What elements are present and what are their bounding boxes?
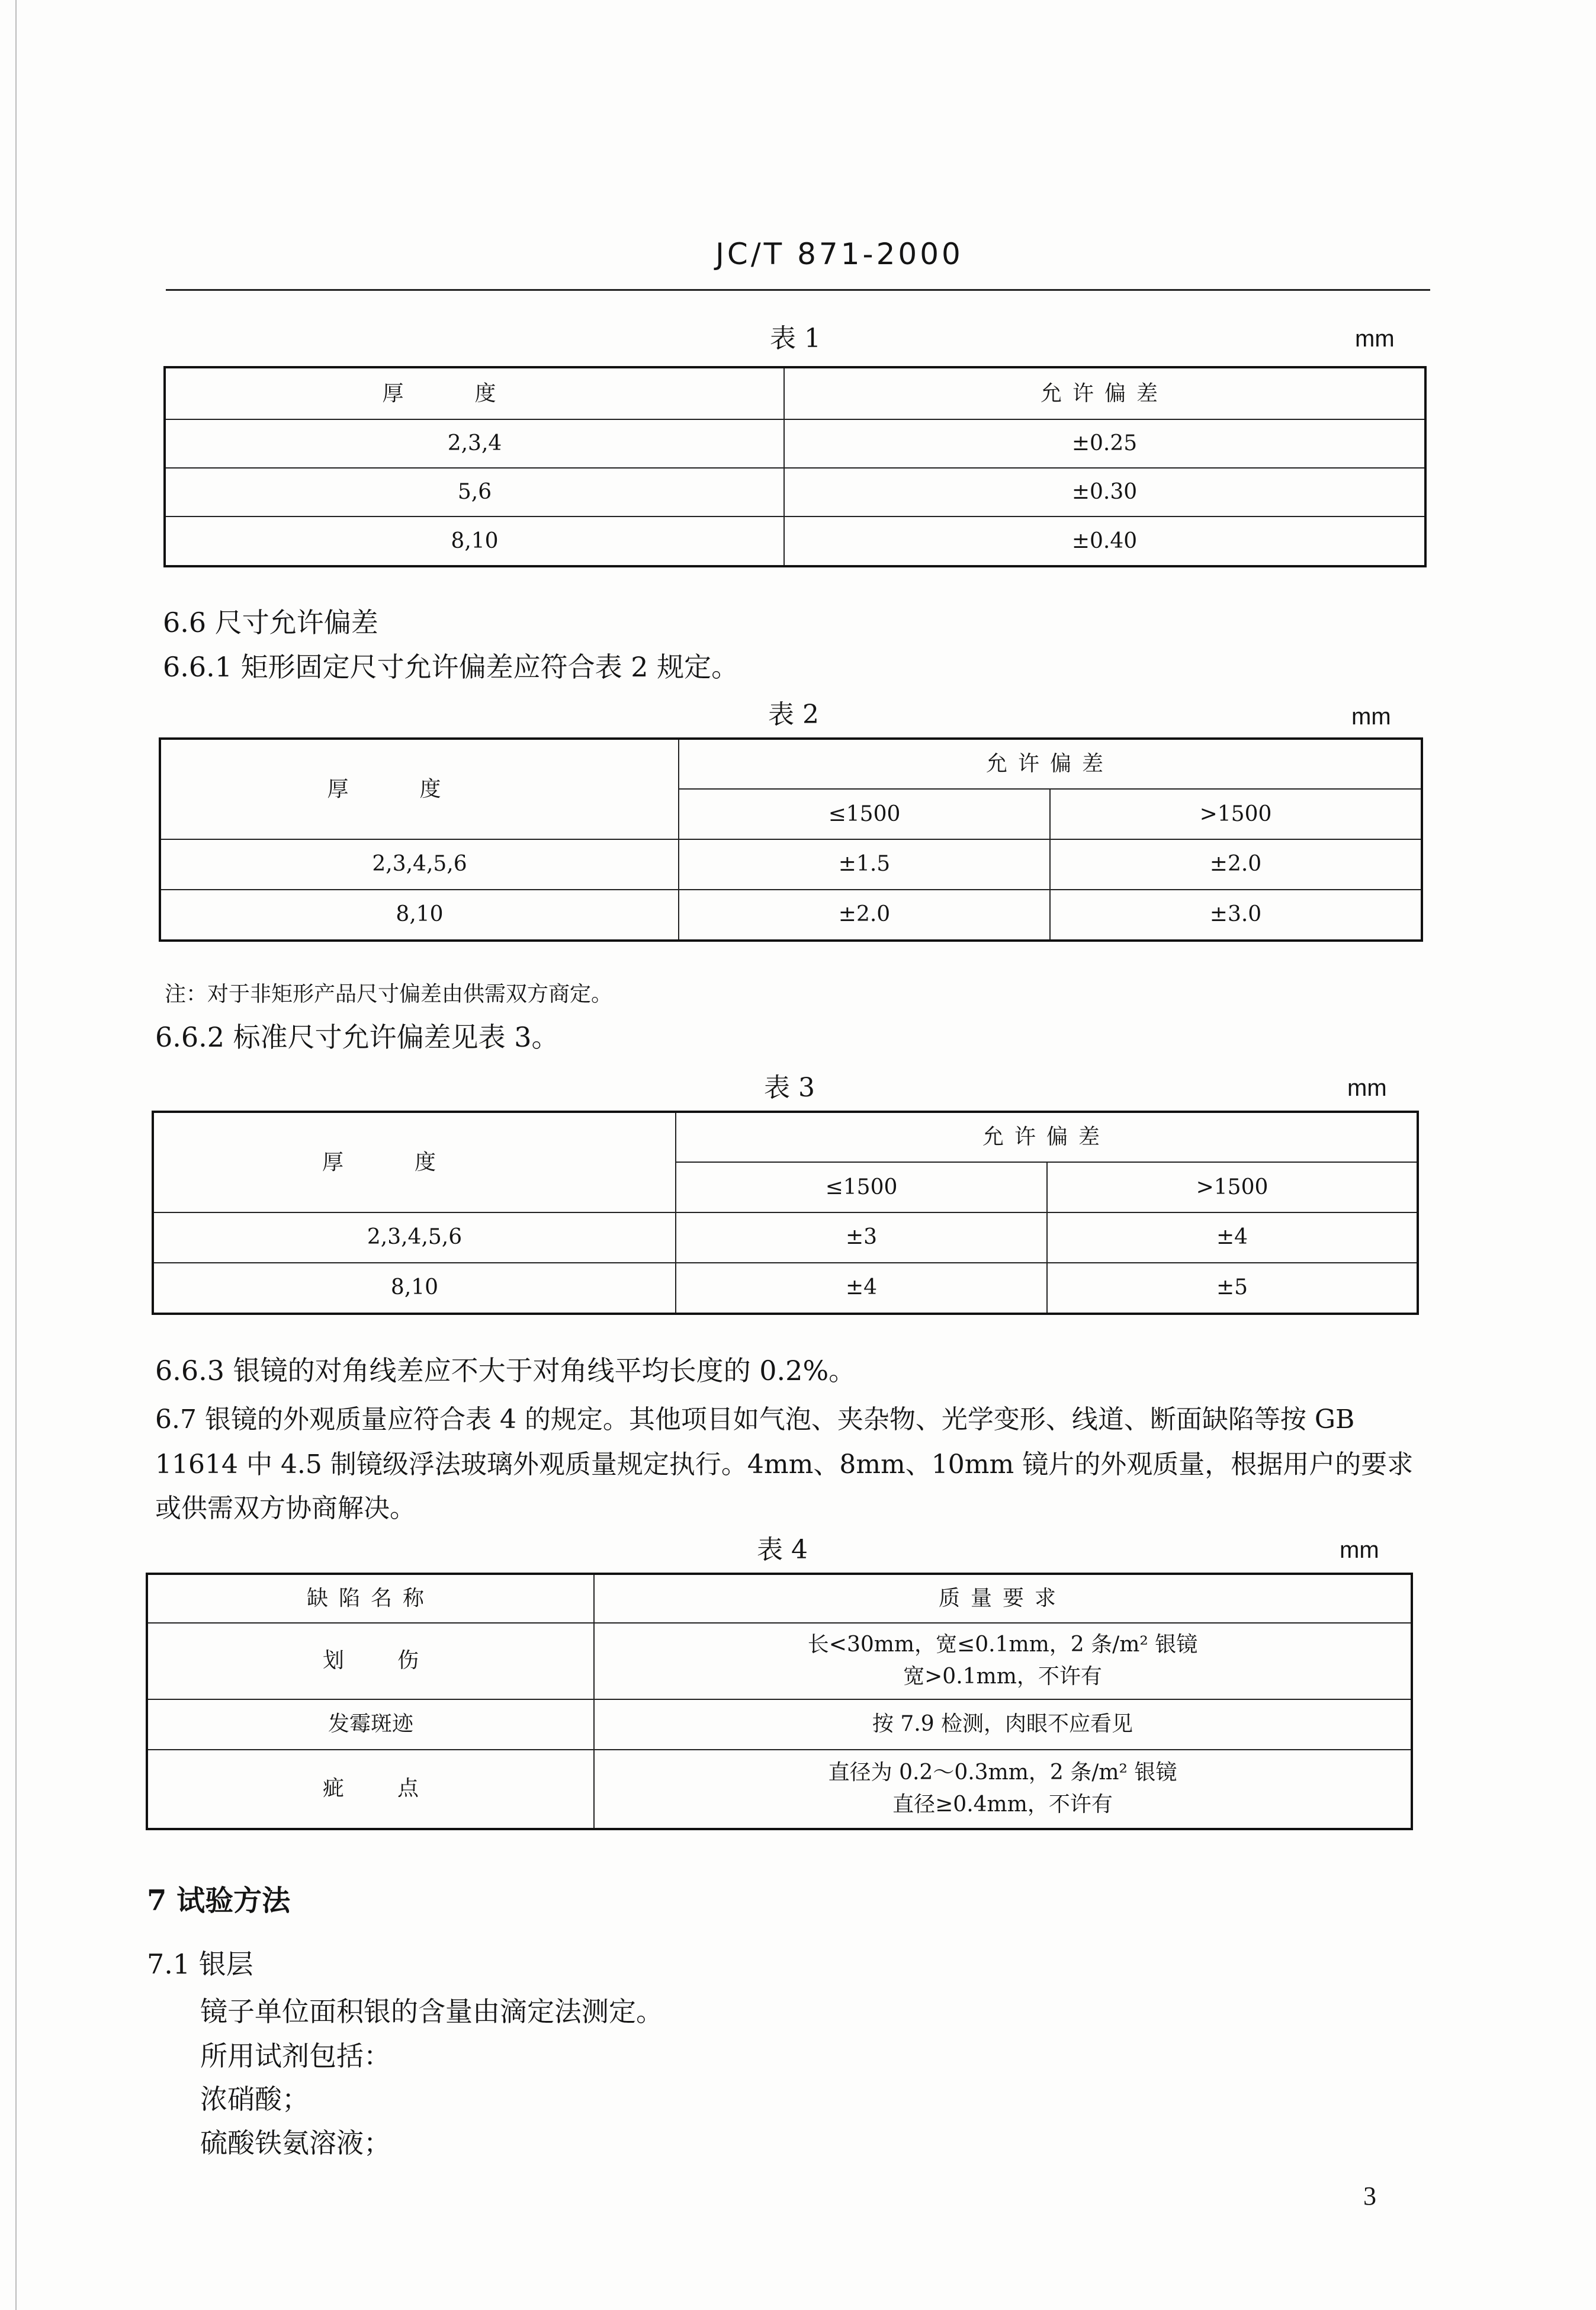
table3-header-tolerance: 允许偏差 — [676, 1112, 1418, 1162]
table1-header-tolerance: 允许偏差 — [784, 367, 1425, 419]
table4-cell-defect: 发霉斑迹 — [147, 1699, 594, 1750]
table4-cell-defect: 疵点 — [147, 1750, 594, 1829]
requirement-line: 长<30mm，宽≤0.1mm，2 条/m² 银镜 — [807, 1632, 1198, 1657]
table4-unit: mm — [1340, 1537, 1379, 1563]
table1-header-thickness: 厚度 — [165, 367, 784, 419]
table3-cell-gt: ±4 — [1047, 1212, 1418, 1263]
table-row — [147, 1623, 1412, 1699]
section-6-7-line: 6.7 银镜的外观质量应符合表 4 的规定。其他项目如气泡、夹杂物、光学变形、线道、断面缺陷等按 GB — [155, 1404, 1355, 1435]
table2-header-tolerance: 允许偏差 — [679, 739, 1422, 789]
table4-cell-requirement — [594, 1623, 1412, 1699]
table1-cell-tolerance: ±0.25 — [784, 419, 1425, 468]
table3-caption: 表 3 — [764, 1073, 815, 1103]
table4-cell-requirement — [594, 1750, 1412, 1829]
table-row — [147, 1699, 1412, 1750]
table1-cell-tolerance: ±0.30 — [784, 468, 1425, 516]
table1-cell-thickness: 8,10 — [165, 516, 784, 566]
section-6-6-2: 6.6.2 标准尺寸允许偏差见表 3。 — [155, 1021, 559, 1053]
table2-cell-gt: ±3.0 — [1050, 890, 1422, 941]
body-line: 硫酸铁氨溶液； — [200, 2127, 391, 2159]
table-row — [160, 890, 1422, 941]
table2-caption: 表 2 — [768, 700, 819, 730]
requirement-line: 直径为 0.2～0.3mm，2 条/m² 银镜 — [828, 1760, 1177, 1785]
table-row — [165, 419, 1425, 468]
table-row — [160, 839, 1422, 890]
table1 — [163, 366, 1427, 567]
table2-cell-le: ±2.0 — [679, 890, 1050, 941]
table-row — [165, 468, 1425, 516]
table4-cell-defect: 划伤 — [147, 1623, 594, 1699]
body-line: 镜子单位面积银的含量由滴定法测定。 — [200, 1995, 663, 2027]
table2-cell-thickness: 2,3,4,5,6 — [160, 839, 679, 890]
table2-note: 注：对于非矩形产品尺寸偏差由供需双方商定。 — [165, 982, 613, 1006]
table2-unit: mm — [1351, 704, 1391, 730]
table2-cell-thickness: 8,10 — [160, 890, 679, 941]
table2 — [159, 737, 1423, 942]
table4 — [146, 1573, 1413, 1830]
table4-header-defect: 缺陷名称 — [147, 1574, 594, 1623]
header-rule — [166, 289, 1430, 291]
table3-cell-le: ±3 — [676, 1212, 1047, 1263]
table3-header-thickness: 厚度 — [153, 1112, 676, 1212]
table-row — [153, 1212, 1418, 1263]
table3-unit: mm — [1347, 1075, 1387, 1101]
section-6-7-line: 或供需双方协商解决。 — [155, 1493, 416, 1523]
table-row — [153, 1263, 1418, 1314]
table2-cell-gt: ±2.0 — [1050, 839, 1422, 890]
section-6-6-1: 6.6.1 矩形固定尺寸允许偏差应符合表 2 规定。 — [163, 651, 739, 683]
table3-subheader-gt: >1500 — [1047, 1162, 1418, 1212]
requirement-line: 直径≥0.4mm，不许有 — [892, 1792, 1113, 1817]
table3 — [152, 1111, 1419, 1315]
table1-unit: mm — [1355, 326, 1395, 352]
section-7-heading: 7 试验方法 — [147, 1884, 291, 1917]
section-7-1: 7.1 银层 — [147, 1948, 253, 1980]
section-6-6: 6.6 尺寸允许偏差 — [163, 607, 378, 639]
table4-header-quality: 质量要求 — [594, 1574, 1412, 1623]
table-row — [165, 516, 1425, 566]
table-row — [147, 1750, 1412, 1829]
table2-subheader-le: ≤1500 — [679, 789, 1050, 839]
table3-cell-gt: ±5 — [1047, 1263, 1418, 1314]
table3-cell-thickness: 2,3,4,5,6 — [153, 1212, 676, 1263]
table2-header-thickness: 厚度 — [160, 739, 679, 839]
table1-cell-thickness: 5,6 — [165, 468, 784, 516]
table1-cell-tolerance: ±0.40 — [784, 516, 1425, 566]
body-line: 浓硝酸； — [200, 2083, 309, 2115]
table3-cell-thickness: 8,10 — [153, 1263, 676, 1314]
table1-caption: 表 1 — [770, 323, 821, 354]
table4-caption: 表 4 — [757, 1535, 808, 1565]
table3-subheader-le: ≤1500 — [676, 1162, 1047, 1212]
requirement-line: 宽>0.1mm，不许有 — [903, 1664, 1102, 1689]
table4-cell-requirement: 按 7.9 检测，肉眼不应看见 — [594, 1699, 1412, 1750]
table2-subheader-gt: >1500 — [1050, 789, 1422, 839]
section-6-7-line: 11614 中 4.5 制镜级浮法玻璃外观质量规定执行。4mm、8mm、10mm 镜片的外观质量，根据用户的要求 — [155, 1449, 1414, 1480]
table1-cell-thickness: 2,3,4 — [165, 419, 784, 468]
document-header: JC/T 871-2000 — [715, 237, 964, 271]
table3-cell-le: ±4 — [676, 1263, 1047, 1314]
page-number: 3 — [1363, 2181, 1376, 2210]
body-line: 所用试剂包括： — [200, 2040, 391, 2072]
table2-cell-le: ±1.5 — [679, 839, 1050, 890]
page-edge — [15, 0, 17, 2310]
section-6-6-3: 6.6.3 银镜的对角线差应不大于对角线平均长度的 0.2%。 — [155, 1355, 856, 1387]
